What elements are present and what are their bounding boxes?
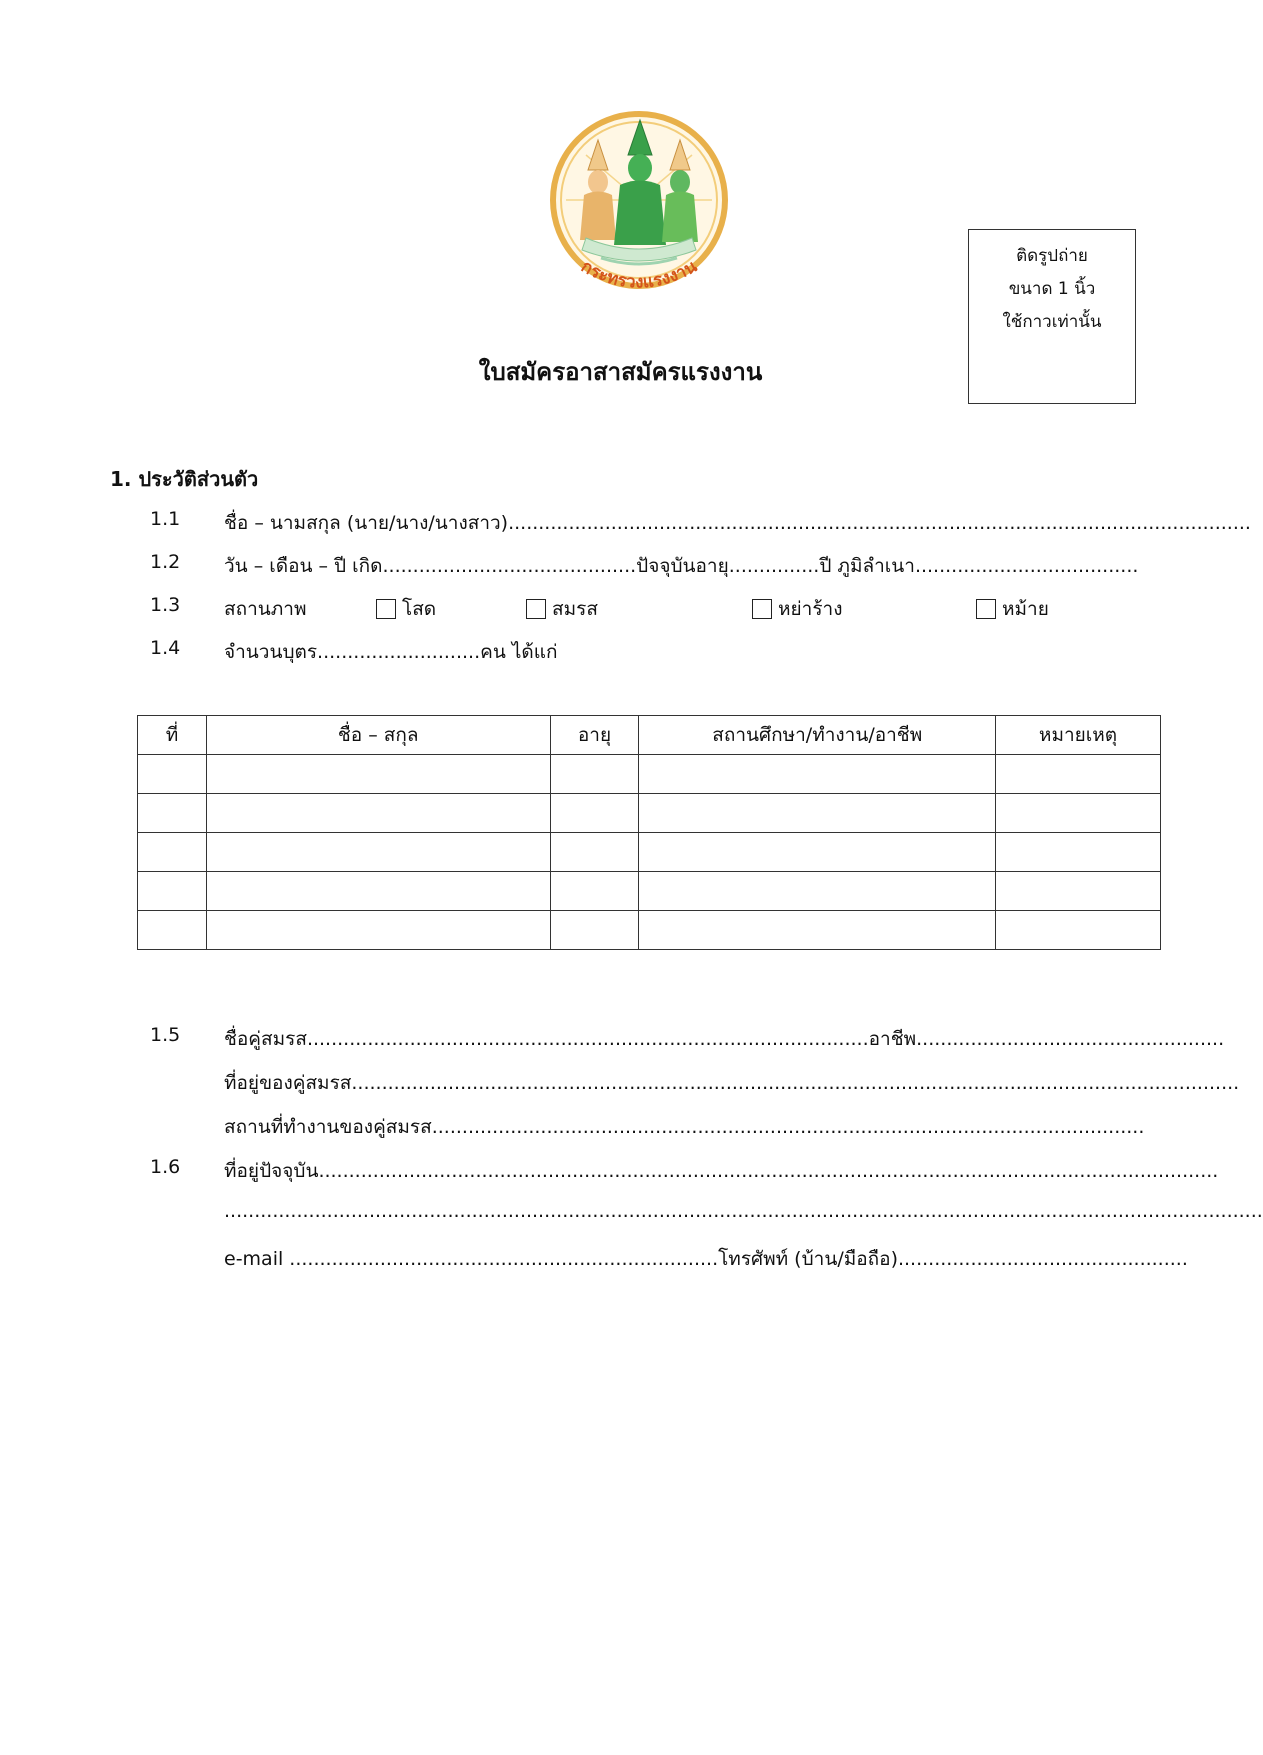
table-cell[interactable] bbox=[639, 872, 996, 911]
birth-age-hometown-field[interactable]: วัน – เดือน – ปี เกิด..........................................ปัจจุบันอายุ...............ปี ภูมิลำเนา..................................... bbox=[224, 555, 1139, 577]
table-cell[interactable] bbox=[206, 794, 550, 833]
checkbox-married[interactable] bbox=[526, 599, 546, 619]
option-single-label: โสด bbox=[402, 598, 437, 620]
table-cell[interactable] bbox=[550, 755, 639, 794]
marital-status-label: สถานภาพ bbox=[224, 598, 307, 620]
table-header-row bbox=[138, 716, 1161, 755]
row-number: 1.2 bbox=[150, 551, 181, 573]
row-1-6-contact bbox=[150, 1244, 1188, 1274]
col-header-name: ชื่อ – สกุล bbox=[206, 716, 550, 755]
col-header-remark: หมายเหตุ bbox=[996, 716, 1161, 755]
checkbox-single[interactable] bbox=[376, 599, 396, 619]
checkbox-divorced[interactable] bbox=[752, 599, 772, 619]
table-cell[interactable] bbox=[138, 833, 207, 872]
children-count-field[interactable]: จำนวนบุตร...........................คน ได้แก่ bbox=[224, 641, 558, 663]
row-1-6-address bbox=[150, 1156, 1219, 1186]
email-phone-field[interactable]: e-mail .......................................................................โทรศัพท์ (บ้าน/มือถือ)................................................ bbox=[224, 1248, 1188, 1270]
table-cell[interactable] bbox=[138, 794, 207, 833]
row-number: 1.1 bbox=[150, 508, 181, 530]
row-1-4 bbox=[150, 637, 1146, 667]
photo-box-line-3: ใช้กาวเท่านั้น bbox=[1002, 312, 1102, 332]
spouse-workplace-field[interactable]: สถานที่ทำงานของคู่สมรส...................................................................................................................... bbox=[224, 1116, 1145, 1138]
option-single[interactable] bbox=[376, 594, 436, 624]
children-table bbox=[137, 715, 1161, 950]
table-cell[interactable] bbox=[138, 755, 207, 794]
table-cell[interactable] bbox=[206, 872, 550, 911]
row-1-3-marital-status bbox=[150, 594, 1146, 624]
option-divorced[interactable] bbox=[752, 594, 842, 624]
table-cell[interactable] bbox=[138, 911, 207, 950]
spouse-address-field[interactable]: ที่อยู่ของคู่สมรส................................................................................................................................................... bbox=[224, 1072, 1240, 1094]
option-married[interactable] bbox=[526, 594, 598, 624]
table-cell[interactable] bbox=[550, 872, 639, 911]
table-cell[interactable] bbox=[206, 911, 550, 950]
table-row bbox=[138, 911, 1161, 950]
table-cell[interactable] bbox=[996, 794, 1161, 833]
table-cell[interactable] bbox=[639, 833, 996, 872]
table-row bbox=[138, 794, 1161, 833]
row-number: 1.4 bbox=[150, 637, 181, 659]
table-cell[interactable] bbox=[639, 755, 996, 794]
col-header-age: อายุ bbox=[550, 716, 639, 755]
table-cell[interactable] bbox=[996, 911, 1161, 950]
row-number: 1.5 bbox=[150, 1024, 181, 1046]
table-cell[interactable] bbox=[996, 833, 1161, 872]
checkbox-widowed[interactable] bbox=[976, 599, 996, 619]
table-cell[interactable] bbox=[639, 911, 996, 950]
section-1-title: 1. ประวัติส่วนตัว bbox=[110, 467, 259, 491]
option-divorced-label: หย่าร้าง bbox=[778, 598, 843, 620]
row-number: 1.6 bbox=[150, 1156, 181, 1178]
ministry-logo bbox=[546, 110, 733, 307]
row-1-5-spouse-name bbox=[150, 1024, 1225, 1054]
col-header-school-work: สถานศึกษา/ทำงาน/อาชีพ bbox=[639, 716, 996, 755]
option-widowed[interactable] bbox=[976, 594, 1049, 624]
spouse-name-occupation-field[interactable]: ชื่อคู่สมรส.............................................................................................อาชีพ................................................... bbox=[224, 1028, 1225, 1050]
row-1-6-address-cont bbox=[150, 1200, 1263, 1230]
table-cell[interactable] bbox=[550, 794, 639, 833]
row-1-1 bbox=[150, 508, 1251, 538]
table-row bbox=[138, 755, 1161, 794]
photo-box-line-2: ขนาด 1 นิ้ว bbox=[1008, 279, 1096, 299]
option-widowed-label: หม้าย bbox=[1002, 598, 1049, 620]
table-cell[interactable] bbox=[138, 872, 207, 911]
form-title: ใบสมัครอาสาสมัครแรงงาน bbox=[478, 358, 763, 386]
logo-caption: กระทรวงแรงงาน bbox=[577, 256, 701, 293]
option-married-label: สมรส bbox=[552, 598, 598, 620]
row-number: 1.3 bbox=[150, 594, 181, 616]
table-cell[interactable] bbox=[550, 833, 639, 872]
row-1-2 bbox=[150, 551, 1146, 581]
table-cell[interactable] bbox=[639, 794, 996, 833]
col-header-no: ที่ bbox=[138, 716, 207, 755]
row-1-5-spouse-address bbox=[150, 1068, 1240, 1098]
table-cell[interactable] bbox=[996, 872, 1161, 911]
current-address-field[interactable]: ที่อยู่ปัจจุบัน..................................................................................................................................................... bbox=[224, 1160, 1219, 1182]
table-cell[interactable] bbox=[550, 911, 639, 950]
photo-box-line-1: ติดรูปถ่าย bbox=[1016, 246, 1088, 266]
full-name-field[interactable]: ชื่อ – นามสกุล (นาย/นาง/นางสาว)........................................................................................................................... bbox=[224, 512, 1251, 534]
table-cell[interactable] bbox=[206, 755, 550, 794]
table-row bbox=[138, 833, 1161, 872]
table-row bbox=[138, 872, 1161, 911]
table-cell[interactable] bbox=[206, 833, 550, 872]
current-address-continued-field[interactable]: ............................................................................................................................................................................ bbox=[224, 1200, 1263, 1222]
table-cell[interactable] bbox=[996, 755, 1161, 794]
row-1-5-spouse-workplace bbox=[150, 1112, 1146, 1142]
